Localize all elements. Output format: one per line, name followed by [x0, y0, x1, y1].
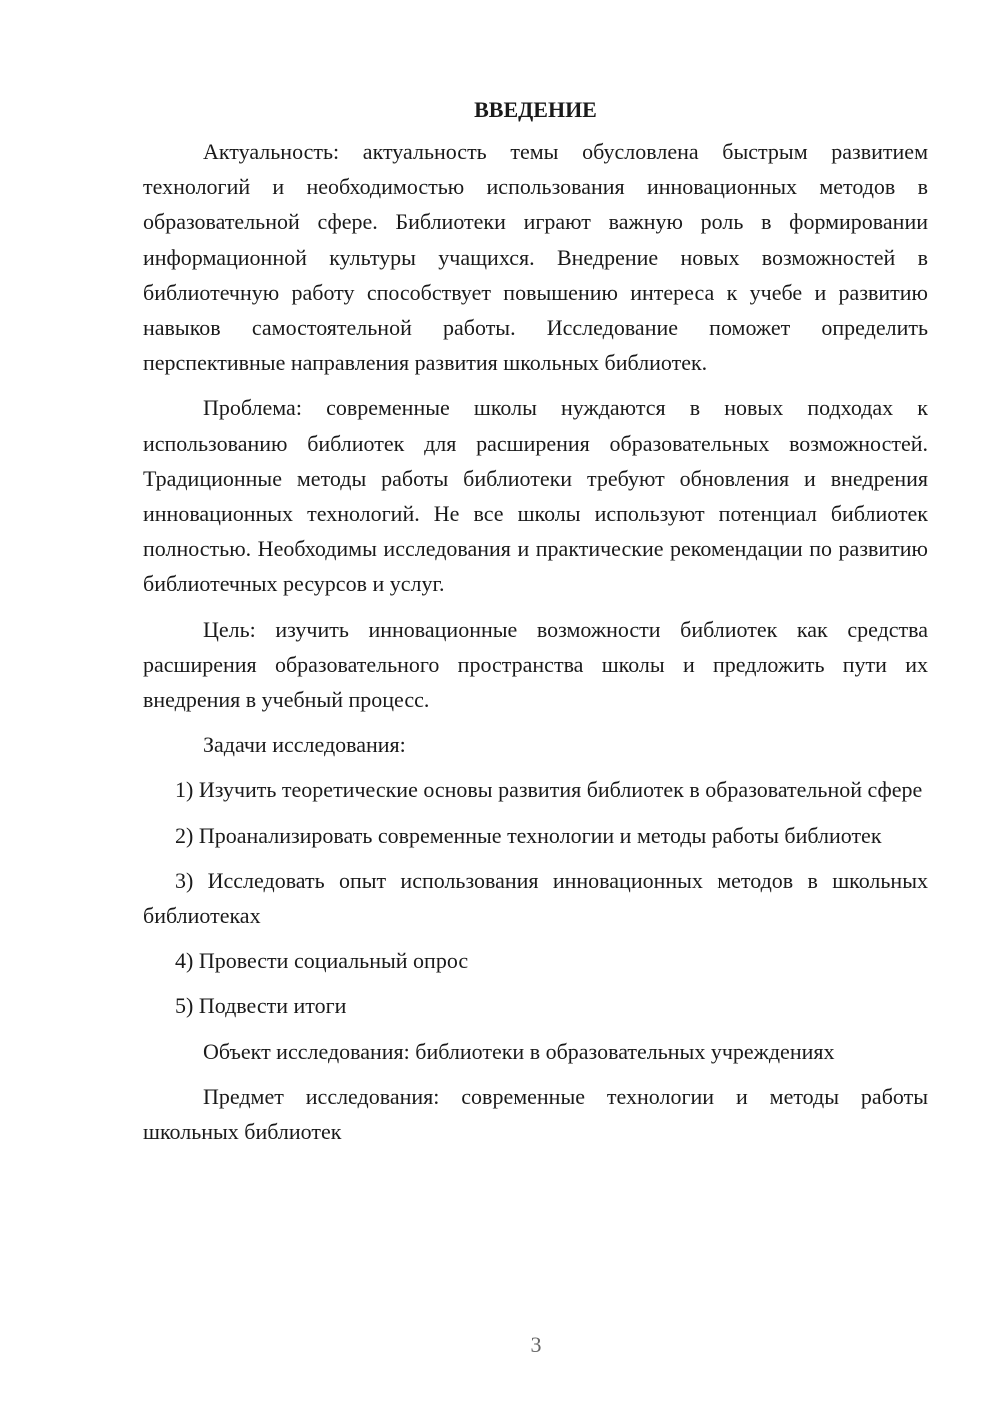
paragraph-goal: Цель: изучить инновационные возможности библиотек как средства расширения образовательного пространства школы и предложить пути их внедрения в учебный процесс. [143, 616, 928, 713]
task-item-5: 5) Подвести итоги [175, 993, 347, 1019]
task-item-1: 1) Изучить теоретические основы развития библиотек в образовательной сфере [175, 777, 923, 803]
tasks-heading: Задачи исследования: [203, 732, 406, 758]
paragraph-relevance: Актуальность: актуальность темы обусловлена быстрым развитием технологий и необходимостью использования инновационных методов в образовательной сфере. Библиотеки играют важную роль в формировании информационной культуры учащихся. Внедрение новых возможностей в библиотечную работу способствует повышению интереса к учебе и развитию навыков самостоятельной работы. Исследование поможет определить перспективные направления развития школьных библиотек. [143, 139, 928, 376]
paragraph-problem: Проблема: современные школы нуждаются в новых подходах к использованию библиотек для расширения образовательных возможностей. Традиционные методы работы библиотеки требуют обновления и внедрения инновационных технологий. Не все школы используют потенциал библиотек полностью. Необходимы исследования и практические рекомендации по развитию библиотечных ресурсов и услуг. [143, 395, 928, 597]
document-page [143, 92, 928, 1149]
page-number: 3 [530, 1332, 542, 1357]
task-item-2: 2) Проанализировать современные технологии и методы работы библиотек [175, 822, 882, 848]
research-subject: Предмет исследования: современные технологии и методы работы школьных библиотек [143, 1083, 928, 1145]
research-object: Объект исследования: библиотеки в образовательных учреждениях [203, 1038, 835, 1064]
document-title: ВВЕДЕНИЕ [474, 97, 597, 122]
task-item-4: 4) Провести социальный опрос [175, 948, 469, 974]
task-item-3: 3) Исследовать опыт использования инновационных методов в школьных библиотеках [143, 867, 928, 929]
